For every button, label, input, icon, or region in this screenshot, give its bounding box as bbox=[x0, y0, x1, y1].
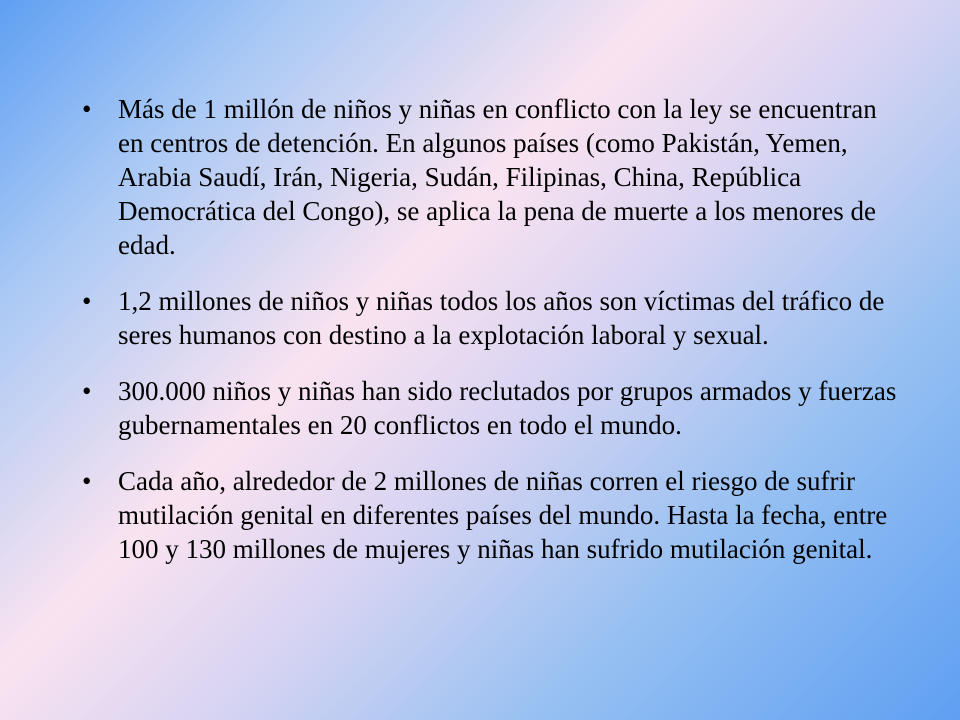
bullet-list bbox=[82, 92, 902, 588]
bullet-text: Más de 1 millón de niños y niñas en conflicto con la ley se encuentran en centros de detención. En algunos países (como Pakistán, Yemen, Arabia Saudí, Irán, Nigeria, Sudán, Filipinas, China, República Democrática del Congo), se aplica la pena de muerte a los menores de edad. bbox=[118, 94, 877, 260]
bullet-text: Cada año, alrededor de 2 millones de niñas corren el riesgo de sufrir mutilación genital en diferentes países del mundo. Hasta la fecha, entre 100 y 130 millones de mujeres y niñas han sufrido mutilación genital. bbox=[118, 466, 888, 564]
bullet-dot-icon: • bbox=[82, 376, 92, 406]
bullet-text: 300.000 niños y niñas han sido reclutados por grupos armados y fuerzas gubernamentales en 20 conflictos en todo el mundo. bbox=[118, 376, 897, 440]
bullet-item bbox=[82, 92, 902, 262]
bullet-item bbox=[82, 464, 902, 566]
bullet-item bbox=[82, 374, 902, 442]
bullet-dot-icon: • bbox=[82, 466, 92, 496]
bullet-dot-icon: • bbox=[82, 286, 92, 316]
bullet-dot-icon: • bbox=[82, 94, 92, 124]
bullet-item bbox=[82, 284, 902, 352]
bullet-text: 1,2 millones de niños y niñas todos los años son víctimas del tráfico de seres humanos con destino a la explotación laboral y sexual. bbox=[118, 286, 885, 350]
